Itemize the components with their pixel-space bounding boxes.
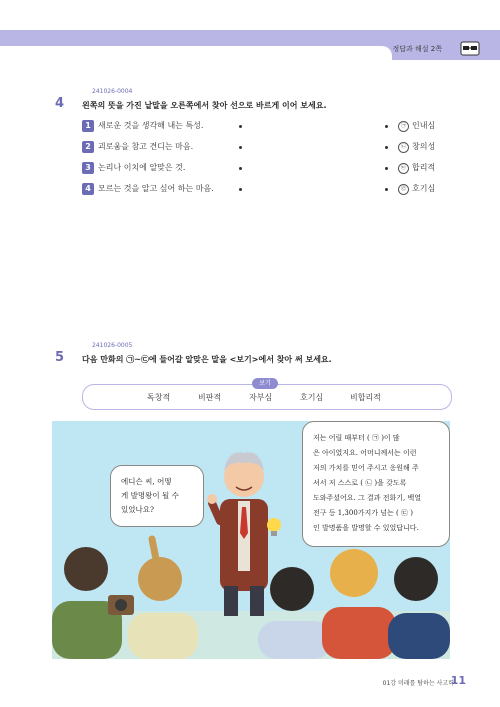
item-number-badge: 2 xyxy=(82,141,94,153)
answer-word: 창의성 xyxy=(412,142,436,151)
right-connect-dot[interactable] xyxy=(385,146,388,149)
answer-word: 합리적 xyxy=(412,163,436,172)
item-text: 새로운 것을 생각해 내는 특성. xyxy=(98,121,204,130)
example-word: 비판적 xyxy=(198,393,222,402)
question-text: 다음 만화의 ㉠~㉢에 들어갈 알맞은 말을 <보기>에서 찾아 써 보세요. xyxy=(82,355,332,364)
bubble-line: 있었나요? xyxy=(121,505,155,514)
bubble-line: 전구 등 1,300가지가 넘는 ( ㉢ ) xyxy=(313,509,413,517)
answer-word: 호기심 xyxy=(412,184,436,193)
bubble-line: 게 발명왕이 될 수 xyxy=(121,491,179,500)
glasses-character-icon xyxy=(460,40,480,56)
example-word: 자부심 xyxy=(249,393,273,402)
header-band-cut xyxy=(0,46,392,60)
bubble-line: 셔서 저 스스로 ( ㉡ )을 갖도록 xyxy=(313,479,407,487)
example-word: 독창적 xyxy=(147,393,171,402)
bubble-line: 인 발명품을 발명할 수 있었답니다. xyxy=(313,524,419,532)
item-number-badge: 3 xyxy=(82,162,94,174)
answer-word: 인내심 xyxy=(412,121,436,130)
item-number-badge: 1 xyxy=(82,120,94,132)
left-connect-dot[interactable] xyxy=(239,167,242,170)
answer-mark: ㉣ xyxy=(398,184,409,195)
left-connect-dot[interactable] xyxy=(239,188,242,191)
footer-label: 01강 미래를 탐하는 사고력 xyxy=(382,680,454,687)
item-number-badge: 4 xyxy=(82,183,94,195)
answer-mark: ㉠ xyxy=(398,121,409,132)
bubble-line: 저의 가치를 믿어 주시고 응원해 주 xyxy=(313,464,419,472)
bubble-line: 도와주셨어요. 그 결과 전화기, 백열 xyxy=(313,494,422,502)
right-connect-dot[interactable] xyxy=(385,125,388,128)
answer-mark: ㉢ xyxy=(398,163,409,174)
page-number: 11 xyxy=(450,674,466,687)
answer-option xyxy=(398,120,435,132)
left-connect-dot[interactable] xyxy=(239,146,242,149)
speech-bubble-edison xyxy=(302,421,450,547)
question-code: 241026-0005 xyxy=(92,342,133,349)
speech-bubble-reporter xyxy=(110,465,204,527)
example-word: 호기심 xyxy=(300,393,324,402)
left-connect-dot[interactable] xyxy=(239,125,242,128)
right-connect-dot[interactable] xyxy=(385,188,388,191)
item-text: 모르는 것을 알고 싶어 하는 마음. xyxy=(98,184,214,193)
bubble-line: 저는 어릴 때부터 ( ㉠ )이 많 xyxy=(313,434,400,442)
question-code: 241026-0004 xyxy=(92,88,133,95)
answer-option xyxy=(398,183,435,195)
item-text: 논리나 이치에 알맞은 것. xyxy=(98,163,186,172)
bubble-line: 에디슨 씨, 어떻 xyxy=(121,477,172,486)
bubble-line: 은 아이였지요. 어머니께서는 이런 xyxy=(313,449,417,457)
answer-option xyxy=(398,141,435,153)
answer-option xyxy=(398,162,435,174)
right-connect-dot[interactable] xyxy=(385,167,388,170)
answer-guide-label: 정답과 해설 2쪽 xyxy=(392,45,442,53)
question-number: 4 xyxy=(55,96,65,111)
example-label: 보기 xyxy=(252,378,278,389)
question-text: 왼쪽의 뜻을 가진 낱말을 오른쪽에서 찾아 선으로 바르게 이어 보세요. xyxy=(82,101,327,110)
example-word: 비합리적 xyxy=(350,393,381,402)
comic-panel xyxy=(52,421,450,659)
question-number: 5 xyxy=(55,350,65,365)
item-text: 괴로움을 참고 견디는 마음. xyxy=(98,142,194,151)
answer-mark: ㉡ xyxy=(398,142,409,153)
